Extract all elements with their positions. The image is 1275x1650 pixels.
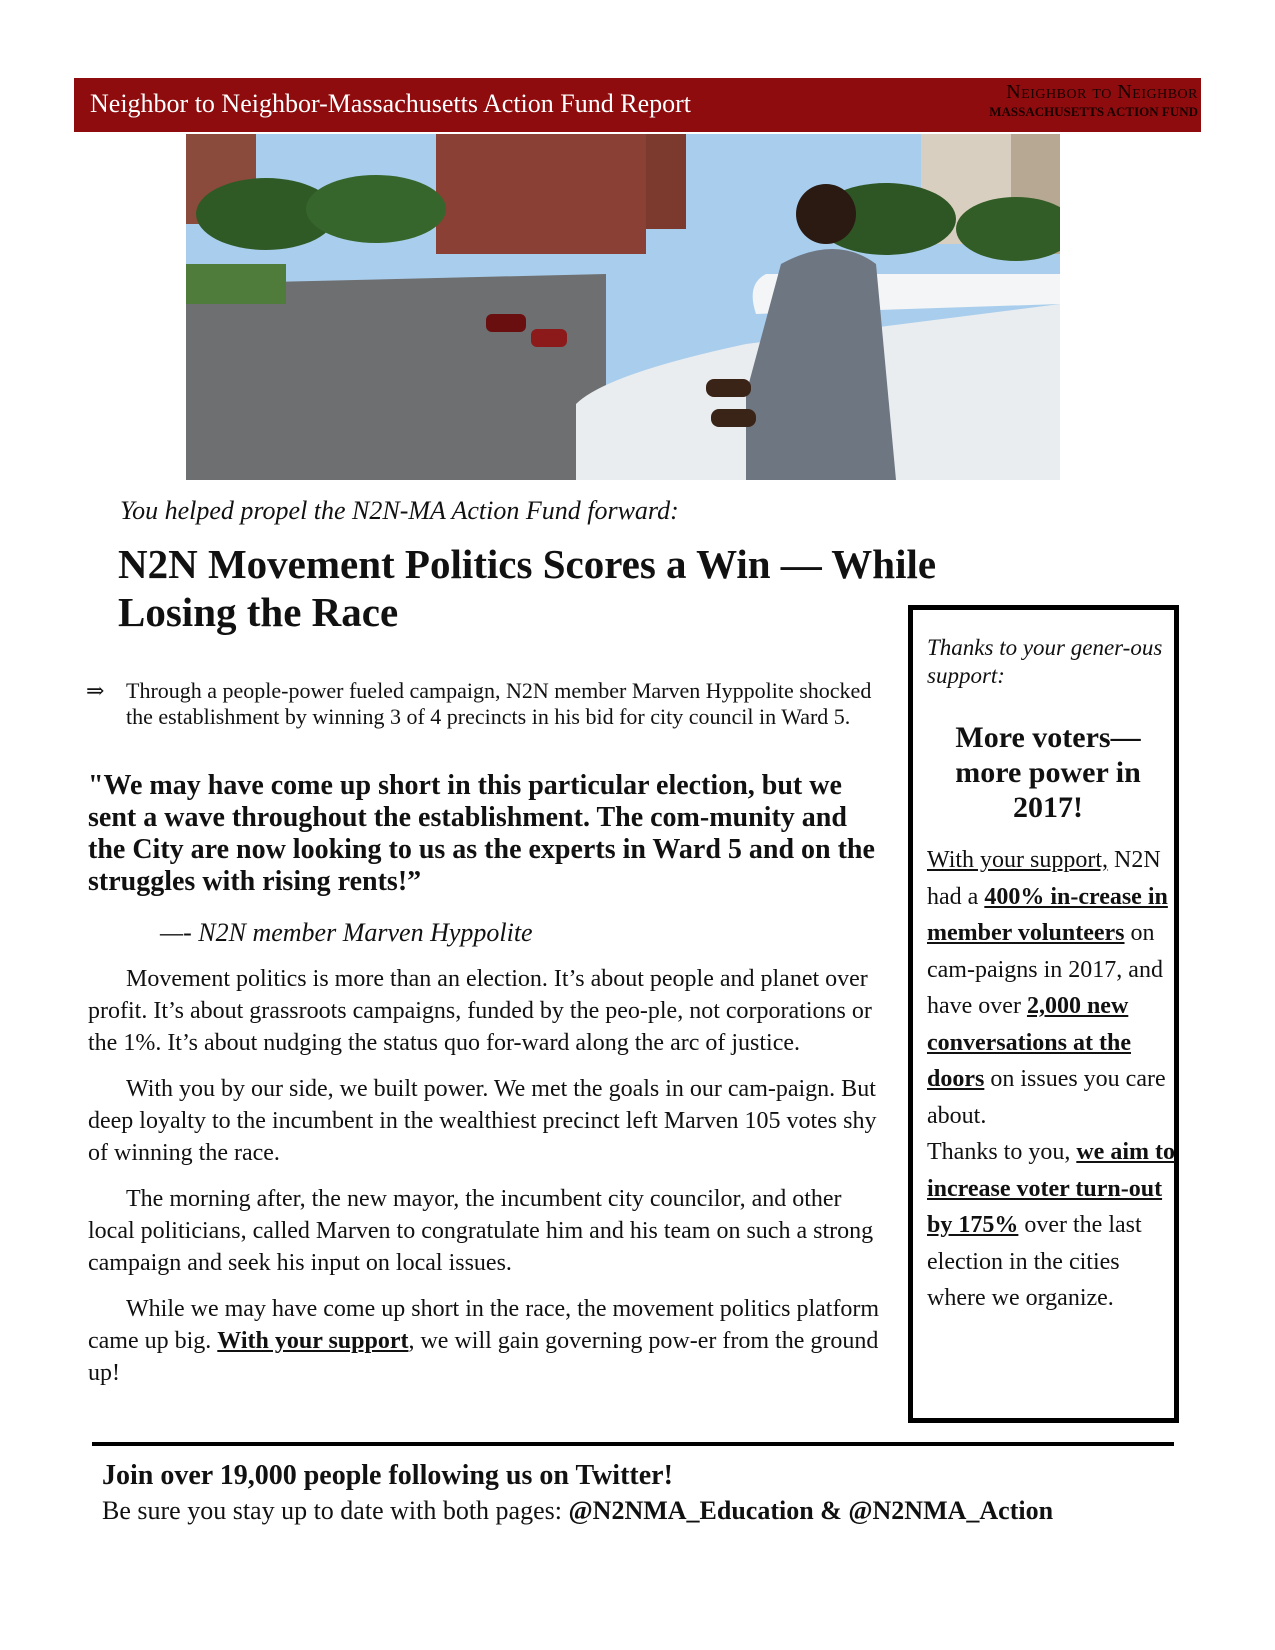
sidebar-text: over the last election in the cities where we organize.: [927, 1212, 1142, 1311]
paragraph-3: The morning after, the new mayor, the incumbent city councilor, and other local politicians, called Marven to congratulate him and his team on such a strong campaign and seek his input on local issues.: [88, 1186, 874, 1276]
twitter-handles: @N2NMA_Education & @N2NMA_Action: [568, 1496, 1054, 1525]
article-headline: N2N Movement Politics Scores a Win — While Losing the Race: [118, 541, 937, 635]
article-body: [88, 963, 888, 1403]
sidebar-text: N2N had a: [927, 847, 1161, 910]
quote-attribution: —- N2N member Marven Hyppolite: [160, 918, 533, 947]
logo-line1: Neighbor to Neighbor: [1006, 81, 1198, 103]
paragraph-1: Movement politics is more than an election. It’s about people and planet over profit. It’s about grassroots campaigns, funded by the peo-ple, not corporations or the 1%. It’s about nudging the status quo for-ward along the arc of justice.: [88, 966, 872, 1056]
sidebar-stat-turnout: we aim to increase voter turn-out by 175%: [927, 1139, 1175, 1238]
footer-text: [102, 1496, 1053, 1526]
footer-prompt: Be sure you stay up to date with both pages:: [102, 1496, 569, 1525]
n2n-logo: [950, 80, 1198, 130]
sidebar-text: on cam-paigns in 2017, and have over: [927, 920, 1163, 1019]
sidebar-intro: Thanks to your gener-ous support:: [927, 635, 1163, 688]
sidebar-body: [927, 842, 1177, 1317]
report-title: Neighbor to Neighbor-Massachusetts Action Fund Report: [90, 89, 692, 118]
paragraph-4-start: While we may have come up short in the race, the movement politics platform came up big.: [88, 1296, 880, 1354]
sidebar-box: [908, 605, 1179, 1423]
article-photo: [186, 134, 1060, 480]
sidebar-heading: More voters—more power in 2017!: [955, 721, 1141, 824]
bullet-item: [86, 678, 876, 730]
photo-illustration: [186, 134, 1060, 480]
article-kicker: You helped propel the N2N-MA Action Fund forward:: [120, 496, 679, 525]
footer-divider: [92, 1442, 1174, 1446]
paragraph-2: With you by our side, we built power. We met the goals in our cam-paign. But deep loyalty to the incumbent in the wealthiest precinct left Marven 105 votes shy of winning the race.: [88, 1076, 877, 1166]
sidebar-text: on issues you care about.: [927, 1066, 1166, 1129]
bullet-text: Through a people-power fueled campaign, N2N member Marven Hyppolite shocked the establishment by winning 3 of 4 precincts in his bid for city council in Ward 5.: [126, 678, 872, 729]
sidebar-text: Thanks to you,: [927, 1139, 1077, 1165]
arrow-icon: ⇒: [86, 678, 105, 703]
sidebar-stat-conversations: 2,000 new conversations at the doors: [927, 993, 1131, 1092]
sidebar-support-text: With your support,: [927, 847, 1109, 873]
with-your-support-link: With your support: [217, 1328, 409, 1354]
sidebar-stat-volunteers: 400% in-crease in member volunteers: [927, 883, 1168, 946]
paragraph-4: [88, 1293, 888, 1389]
pull-quote: "We may have come up short in this particular election, but we sent a wave throughout the establishment. The com-munity and the City are now looking to us as the experts in Ward 5 and on the struggles with rising rents!”: [88, 770, 875, 897]
footer-title: Join over 19,000 people following us on Twitter!: [102, 1460, 673, 1491]
logo-line2: MASSACHUSETTS ACTION FUND: [989, 104, 1198, 119]
paragraph-4-end: , we will gain governing pow-er from the ground up!: [88, 1328, 879, 1386]
